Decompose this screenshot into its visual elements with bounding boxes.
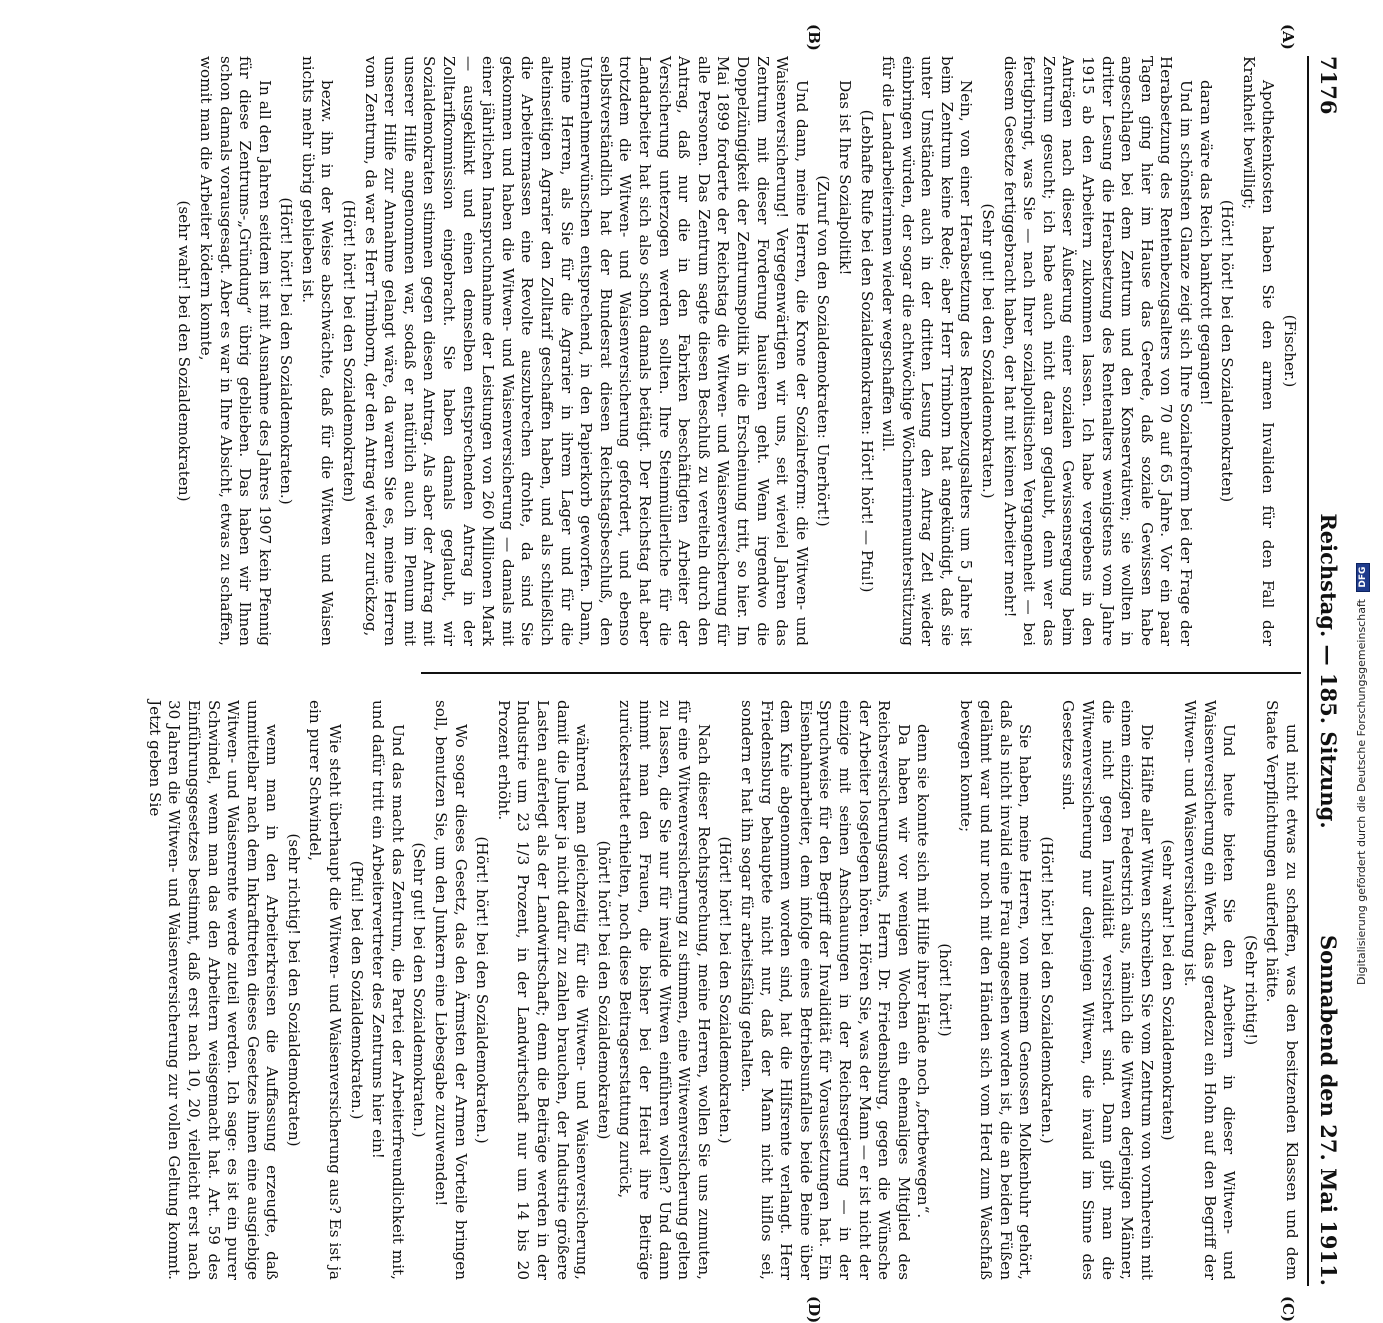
interjection: (Sehr gut! bei den Sozialdemokraten.): [979, 203, 998, 499]
interjection: (Hört! hört! bei den Sozialdemokraten.): [473, 836, 492, 1144]
paragraph: Da haben wir vor wenigen Wochen ein ehemaliges Mitglied des Reichsversicherungsamts, Herrn Dr. Friedensburg, gegen die Wünsche der Arbeiter losgelegen hören. Hören Sie, was der Mann — er ist nicht der einzige mit seinen Anschauungen in der Reichsregierung — in der Spruchweise für den Begriff der Invalidität für Voraussetzungen hat. Ein Eisenbahnarbeiter, dem infolge eines Betriebsunfalles beide Beine über dem Knie abgenommen worden sind, hat die Hilfsrente verlangt. Herr Friedensburg behauptete nicht nur, daß der Mann nicht hilflos sei, sondern er hat ihn sogar für arbeitsfähig gehalten.: [737, 700, 913, 1280]
margin-mark-a: (A): [1279, 24, 1297, 50]
paragraph: Und im schönsten Glanze zeigt sich Ihre Sozialreform bei der Frage der Herabsetzung des Rentenbezugsalters von 70 auf 65 Jahre. Vor ein paar Tagen ging hier im Hause das Gerede, daß soziale Gewissen habe angeschlagen bei dem Zentrum und den Konservativen; sie wollten in dritter Lesung die Herabsetzung des Rentenalters wenigstens vom Jahre 1915 ab den Arbeitern zukommen lassen. Ich habe vergebens in den Anträgen nach dieser Äußerung einer sozialen Gewissensregung beim Zentrum gesucht; ich habe auch nicht daran geglaubt, denn wer das fertigbringt, was Sie — nach Ihrer sozialpolitischen Vergangenheit — bei diesem Gesetze fertiggebracht haben, der hat mit keinen Arbeiter mehr!: [1000, 56, 1196, 646]
paragraph: Und dann, meine Herren, die Krone der Sozialreform: die Witwen- und Waisenversicherung! Vergegenwärtigen wir uns, seit wieviel Jahren das Zentrum mit dieser Forderung hausieren geht. Wenn irgendwo die Doppelzüngigkeit der Zentrumspolitik in die Erscheinung tritt, so hier. Im Mai 1899 forderte der Reichstag die Witwen- und Waisenversicherung für alle Personen. Das Zentrum sagte diesen Beschluß zu vereiteln durch den Antrag, daß nur die in den Fabriken beschäftigten Arbeiter der Versicherung unterzogen werden sollten. Ihre Steinmüllerliche für die Landarbeiter hat sich also schon damals betätigt. Der Reichstag hat aber trotzdem die Witwen- und Waisenversicherung gefordert, und ebenso selbstverständlich hat der Bundesrat diesen Reichstagsbeschluß, den Unternehmerwünschen entsprechend, in den Papierkorb geworfen. Dann, meine Herren, als Sie für die Agrarier in ihrem Lager und für die alteinseitigen Agrarier den Zolltarif geschaffen haben, und als schließlich die Arbeitermassen eine Revolte auszubrechen drohte, da sind Sie gekommen und haben die Witwen- und Waisenversicherung — damals mit einer jährlichen Inanspruchnahme der Leistungen von 260 Millionen Mark — ausgeklinkt und einen demselben entsprechenden Antrag in der Zolltarifkommission eingebracht. Sie haben damals geglaubt, wir Sozialdemokraten stimmen gegen diesen Antrag. Als aber der Antrag mit unserer Hilfe angenommen war, sodaß er natürlich auch im Plenum mit unserer Hilfe zur Annahme gelangt wäre, da waren Sie es, meine Herren vom Zentrum, da war es Herr Trimborn, der den Antrag wieder zurückzog,: [361, 56, 811, 646]
right-column: [145, 700, 1301, 1280]
interjection: (Pfui! bei den Sozialdemokraten.): [347, 860, 366, 1120]
interjection: (Sehr richtig!): [1241, 934, 1260, 1046]
session-title: Reichstag. — 185. Sitzung.: [1316, 513, 1341, 829]
page-number: 7176: [1316, 56, 1341, 115]
paragraph: Die Hälfte aller Witwen schreiben Sie vom Zentrum von vornherein mit einem einzigen Federstrich aus, nämlich die Witwen derjenigen Männer, die nicht gegen Invalidität versichert sind. Dann gibt man die Witwenversicherung nur denjenigen Witwen, die invalid im Sinne des Gesetzes sind.: [1059, 700, 1156, 1280]
margin-mark-c: (C): [1279, 1296, 1297, 1323]
interjection: (Hört! hört! bei den Sozialdemokraten.): [716, 836, 735, 1144]
paragraph: Das ist Ihre Sozialpolitik!: [835, 80, 854, 276]
digitization-note: [1355, 563, 1370, 985]
paragraph: während man gleichzeitig für die Witwen- und Waisenversicherung, damit die Junker ja nicht dafür zu zahlen brauchen, der Industrie größere Lasten auferlegt als der Landwirtschaft; denn die Beiträge werden in der Industrie um 23 1/3 Prozent, in der Landwirtschaft nur um 14 bis 20 Prozent erhöht.: [494, 700, 592, 1280]
paragraph: Nein, von einer Herabsetzung des Rentenbezugsalters um 5 Jahre ist beim Zentrum keine Rede; aber Herr Trimborn hat angekündigt, daß sie unter Umständen auch in der dritten Lesung den Antrag Zetl wieder einbringen würden, der sogar die achtwöchige Wöchnerinnenunterstützung für die Landarbeiterinnen wieder wegschaffen will.: [879, 56, 976, 646]
header-rule: [1307, 56, 1309, 1286]
paragraph: Wo sogar dieses Gesetz, das den Ärmsten der Armen Vorteile bringen soll, benutzen Sie, um den Junkern eine Liebesgabe zuzuwenden!: [432, 700, 470, 1280]
interjection: (Hört! hört! bei den Sozialdemokraten.): [1037, 836, 1056, 1144]
speaker-name: (Fischer.): [1281, 314, 1299, 388]
interjection: (Hört! hört! bei den Sozialdemokraten): [340, 199, 359, 503]
interjection: (Zuruf von den Sozialdemokraten: Unerhört!): [814, 175, 833, 527]
paragraph: wenn man in den Arbeiterkreisen die Auffassung erzeugte, daß unmittelbar nach dem Inkrafttreten dieses Gesetzes ihnen eine ausgiebige Witwen- und Waisenrente werde zuteil werden. Ich sage: es ist ein purer Schwindel, wenn man das den Arbeitern weisgemacht hat. Art. 59 des Einführungsgesetzes bestimmt, daß erst nach 10, 20, vielleicht erst nach 30 Jahren die Witwen- und Waisenversicherung zur vollen Geltung kommt. Jetzt geben Sie: [145, 700, 282, 1280]
interjection: (sehr wahr! bei den Sozialdemokraten): [1159, 839, 1178, 1141]
paragraph: bezw. ihn in der Weise abschwächte, daß für die Witwen und Waisen nichts mehr übrig geblieben ist.: [298, 56, 337, 646]
paragraph: Apothekenkosten haben Sie den armen Invaliden für den Fall der Krankheit bewilligt;: [1239, 56, 1278, 646]
left-column: [175, 56, 1301, 646]
running-head: [1311, 56, 1341, 1286]
margin-mark-d: (D): [805, 1296, 823, 1323]
paragraph: denn sie konnte sich mit Hilfe ihrer Hände noch „fortbewegen“.: [914, 724, 933, 1219]
dfg-logo: DFG: [1356, 563, 1370, 592]
paragraph: In all den Jahren seitdem ist mit Ausnahme des Jahres 1907 kein Pfennig für diese Zentrums-„Gründung“ übrig geblieben. Das haben wir Ihnen schon damals vorausgesagt. Aber es war in Ihre Absicht, etwas zu schaffen, womit man die Arbeiter ködern konnte,: [196, 56, 274, 646]
paragraph: und nicht etwas zu schaffen, was den besitzenden Klassen und dem Staate Verpflichtungen auferlegt hätte.: [1263, 700, 1301, 1280]
interjection: (Hört! hört! bei den Sozialdemokraten): [1218, 199, 1237, 503]
paragraph: Sie haben, meine Herren, von meinem Genossen Molkenbuhr gehört, daß als nicht invalid eine Frau angesehen worden ist, die an beiden Füßen gelähmt war und nur noch mit den Händen sich vom Herd zum Waschfaß bewegen konnte;: [957, 700, 1035, 1280]
paragraph: Wie steht überhaupt die Witwen- und Waisenversicherung aus? Es ist ja ein purer Schwindel,: [306, 700, 345, 1280]
interjection: (Lebhafte Rufe bei den Sozialdemokraten: Hört! hört! — Pfui!): [857, 109, 876, 593]
interjection: (Hört! hört! bei den Sozialdemokraten.): [277, 197, 296, 505]
session-date: Sonnabend den 27. Mai 1911.: [1316, 935, 1341, 1286]
paragraph: Und heute bieten Sie den Arbeitern in dieser Witwen- und Waisenversicherung ein Werk, das geradezu ein Hohn auf den Begriff der Witwen- und Waisenversicherung ist.: [1181, 700, 1239, 1280]
paragraph: Nach dieser Rechtsprechung, meine Herren, wollen Sie uns zumuten, für eine Witwenversicherung zu stimmen, eine Witwenversicherung gelten zu lassen, die Sie nur für invalide Witwen einführen wollen? Und dann nimmt man den Frauen, die bisher bei der Heirat ihre Beiträge zurückerstattet erhielten, noch diese Beitragserstattung zurück,: [616, 700, 713, 1280]
interjection: (sehr richtig! bei den Sozialdemokraten): [284, 833, 303, 1147]
interjection: (hört! hört!): [935, 943, 954, 1037]
margin-mark-b: (B): [805, 24, 823, 51]
paragraph: Und das macht das Zentrum, die Partei der Arbeiterfreundlichkeit mit, und dafür tritt ein Arbeitervertreter des Zentrums hier ein!: [369, 700, 407, 1280]
interjection: (hört! hört! bei den Sozialdemokraten): [594, 840, 613, 1140]
interjection: (Sehr gut! bei den Sozialdemokraten.): [410, 842, 429, 1138]
interjection: (sehr wahr! bei den Sozialdemokraten): [175, 200, 194, 502]
column-rule: [421, 672, 1301, 674]
digitization-text: Digitalisierung gefördert durch die Deutsche Forschungsgemeinschaft: [1355, 599, 1368, 985]
paragraph: daran wäre das Reich bankrott gegangen!: [1196, 80, 1215, 406]
